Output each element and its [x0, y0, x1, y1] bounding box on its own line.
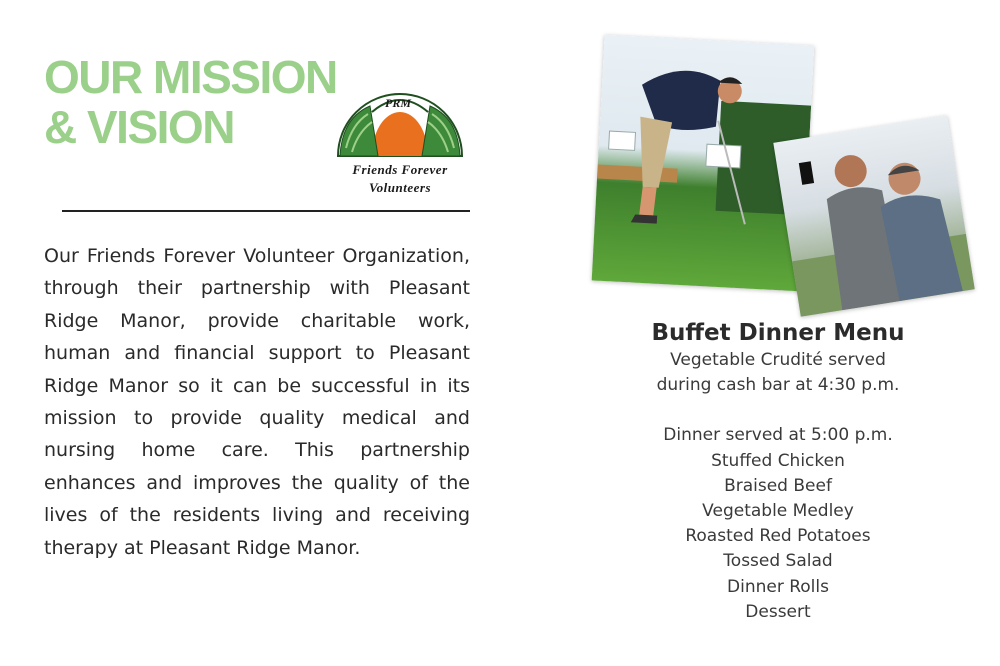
- logo-line-2: Volunteers: [368, 180, 432, 195]
- divider-line: [62, 210, 470, 212]
- menu-item: Roasted Red Potatoes: [685, 526, 871, 547]
- menu-item: Braised Beef: [724, 475, 832, 496]
- logo-line-1: Friends Forever: [352, 162, 448, 177]
- title-line-1: OUR MISSION: [44, 51, 337, 103]
- menu-title: Buffet Dinner Menu: [651, 320, 905, 346]
- friends-forever-logo: [332, 88, 468, 200]
- menu-intro-line: Vegetable Crudité served: [670, 350, 886, 370]
- menu-item: Dinner Rolls: [727, 576, 829, 597]
- selfie-illustration: [773, 115, 974, 316]
- menu-item: Stuffed Chicken: [711, 450, 845, 471]
- menu-item: Tossed Salad: [723, 551, 833, 572]
- mission-paragraph: Our Friends Forever Volunteer Organization, through their partnership with Pleasant Ridge Manor, provide charitable work, human and financial support to Pleasant Ridge Manor so it can be successful in its mission to provide quality medical and nursing home care. This partnership enhances and improves the quality of the lives of the residents living and receiving therapy at Pleasant Ridge Manor.: [44, 245, 470, 559]
- menu-item: Dessert: [745, 601, 811, 622]
- menu-intro-line: during cash bar at 4:30 p.m.: [656, 375, 900, 396]
- title-line-2: & VISION: [44, 101, 234, 153]
- page-title: [44, 52, 337, 152]
- menu-spacer: [628, 398, 928, 423]
- selfie-photo: [773, 115, 974, 316]
- dinner-menu: [628, 318, 928, 625]
- menu-item: Vegetable Medley: [702, 501, 854, 522]
- logo-prm-text: PRM: [384, 96, 411, 110]
- menu-item: Dinner served at 5:00 p.m.: [663, 425, 893, 446]
